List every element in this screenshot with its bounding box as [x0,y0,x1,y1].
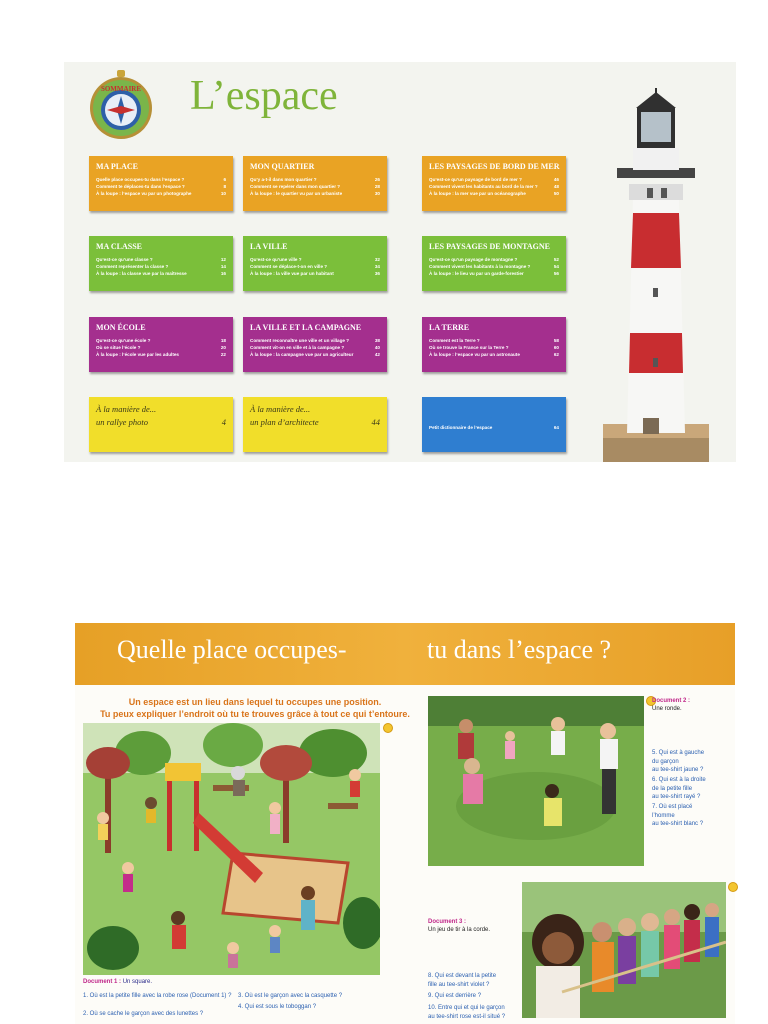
q6-line: de la petite fille [652,785,693,792]
contents-line[interactable] [250,176,380,183]
contents-box[interactable] [89,156,233,211]
contents-line-text: Comment te déplaces-tu dans l’espace ? [96,184,185,189]
contents-line-text: Qu’est-ce qu’un paysage de montagne ? [429,257,518,262]
contents-line[interactable] [96,263,226,270]
contents-line-page: 36 [374,271,380,276]
contents-line[interactable] [96,344,226,351]
contents-line[interactable] [429,270,559,277]
contents-line[interactable] [250,337,380,344]
contents-line[interactable] [96,190,226,197]
contents-line-page: 18 [220,338,226,343]
doc1-title: Un square. [122,979,153,985]
contents-box[interactable] [422,317,566,372]
contents-line-text: À la loupe : la ville vue par un habitant [250,271,334,276]
doc1-marker-icon [383,723,393,733]
contents-line-page: 8 [223,184,226,189]
manner-line: un rallye photo [96,417,148,427]
lesson-intro [90,696,420,720]
contents-box[interactable] [89,317,233,372]
lesson-title-part-2: tu dans l’espace ? [427,635,612,664]
contents-line-text: Quelle place occupes-tu dans l’espace ? [96,177,185,182]
contents-line[interactable] [250,270,380,277]
question-1: 1. Où est la petite fille avec la robe rose (Document 1) ? [83,993,232,999]
contents-line[interactable] [96,351,226,358]
contents-line-text: Comment représenter la classe ? [96,264,169,269]
manner-line: À la manière de... [250,404,311,414]
contents-box[interactable] [243,317,387,372]
q6-line: 6. Qui est à la droite [652,777,706,783]
contents-line-page: 6 [223,177,226,182]
contents-line-page: 56 [553,271,559,276]
doc3-caption [428,918,490,934]
question-8 [428,972,496,989]
manner-line: À la manière de... [96,404,157,414]
contents-line[interactable] [96,270,226,277]
doc3-marker-icon [728,882,738,892]
contents-line-text: Qu’est-ce qu’un paysage de bord de mer ? [429,177,522,182]
contents-box[interactable] [422,236,566,291]
compass-badge-icon [88,70,154,140]
badge-label: SOMMAIRE [100,85,142,93]
contents-line-text: Qu’est-ce qu’une école ? [96,338,151,343]
contents-line-page: 54 [553,264,559,269]
contents-box[interactable] [243,236,387,291]
contents-line-text: À la loupe : l’espace vu par un astronaute [429,352,520,357]
question-2: 2. Où se cache le garçon avec des lunettes ? [83,1011,204,1017]
contents-line[interactable] [429,183,559,190]
doc2-label: Document 2 : [652,698,691,704]
contents-line-page: 40 [374,345,380,350]
question-5 [652,749,704,775]
doc2-caption [652,697,690,713]
contents-line-text: À la loupe : l’espace vu par un photographe [96,191,192,196]
contents-box-title: MA CLASSE [96,242,143,251]
contents-line-text: Comment vivent les habitants au bord de la mer ? [429,184,538,189]
manner-page: 44 [371,417,380,427]
contents-line[interactable] [429,176,559,183]
contents-box[interactable] [422,156,566,211]
contents-line-text: Comment se repérer dans mon quartier ? [250,184,341,189]
contents-line[interactable] [96,176,226,183]
contents-line-page: 10 [220,191,226,196]
manner-box-2[interactable] [243,397,387,452]
contents-line[interactable] [250,344,380,351]
intro-line: Un espace est un lieu dans lequel tu occupes une position. [128,697,382,707]
contents-line[interactable] [429,263,559,270]
contents-box-title: LA VILLE [250,242,288,251]
contents-box-title: MA PLACE [96,162,138,171]
contents-line-page: 12 [220,257,226,262]
contents-box-title: LA TERRE [429,323,470,332]
contents-line-text: Où se trouve la France sur la Terre ? [429,345,509,350]
contents-line-text: À la loupe : l’école vue par les adultes [96,352,179,357]
contents-line-text: Comment vit-on en ville et à la campagne ? [250,345,345,350]
contents-line[interactable] [429,344,559,351]
contents-line[interactable] [250,256,380,263]
contents-line-text: À la loupe : le lieu vu par un garde-forestier [429,271,524,276]
contents-line-text: À la loupe : la mer vue par un océanographe [429,191,526,196]
q10-line: 10. Entre qui et qui le garçon [428,1005,505,1011]
contents-line-page: 42 [374,352,380,357]
contents-box[interactable] [243,156,387,211]
contents-line-text: Qu’est-ce qu’une classe ? [96,257,153,262]
contents-line-text: À la loupe : la classe vue par la maîtresse [96,271,187,276]
q8-line: fille au tee-shirt violet ? [428,981,490,988]
contents-line-text: Qu’est-ce qu’une ville ? [250,257,302,262]
manner-line: un plan d’architecte [250,417,319,427]
question-6 [652,776,706,802]
square-illustration [83,723,380,975]
contents-line-page: 52 [553,257,559,262]
q7-line: au tee-shirt blanc ? [652,821,704,827]
doc1-label: Document 1 : [83,979,122,985]
contents-line-text: Comment est la Terre ? [429,338,480,343]
contents-line-page: 46 [553,177,559,182]
contents-line-page: 30 [374,191,380,196]
contents-line[interactable] [429,337,559,344]
contents-box-title: MON ÉCOLE [96,323,146,332]
contents-line-page: 22 [220,352,226,357]
contents-box-title: LA VILLE ET LA CAMPAGNE [250,323,362,332]
contents-line-page: 50 [553,191,559,196]
question-10 [428,1004,505,1021]
contents-line-text: À la loupe : la campagne vue par un agriculteur [250,352,354,357]
q5-line: 5. Qui est à gauche [652,750,705,756]
contents-line-page: 34 [374,264,380,269]
contents-line[interactable] [250,351,380,358]
lesson-banner [75,623,735,685]
contents-line-text: Où se situe l’école ? [96,345,141,350]
contents-line[interactable] [96,183,226,190]
contents-line-page: 60 [553,345,559,350]
q8-line: 8. Qui est devant la petite [428,973,497,979]
q7-line: 7. Où est placé [652,804,693,810]
lighthouse-image [603,88,709,462]
contents-line[interactable] [250,183,380,190]
intro-line: Tu peux expliquer l’endroit où tu te trouves grâce à tout ce qui t’entoure. [100,709,410,719]
contents-line-text: Comment se déplace-t-on en ville ? [250,264,328,269]
round-dance-photo [428,696,644,866]
contents-line-page: 62 [553,352,559,357]
contents-line-page: 28 [374,184,380,189]
contents-line[interactable] [96,337,226,344]
contents-line[interactable] [429,351,559,358]
contents-line[interactable] [96,256,226,263]
doc3-label: Document 3 : [428,919,467,925]
manner-page: 4 [221,417,226,427]
contents-line-page: 26 [374,177,380,182]
dictionary-page: 64 [553,425,559,430]
contents-box-title: LES PAYSAGES DE BORD DE MER [429,162,560,171]
contents-box-title: MON QUARTIER [250,162,315,171]
contents-line-text: Comment reconnaître une ville et un village ? [250,338,350,343]
contents-box-title: LES PAYSAGES DE MONTAGNE [429,242,550,251]
q7-line: l’homme [652,812,675,819]
contents-line[interactable] [250,263,380,270]
contents-line[interactable] [429,190,559,197]
doc1-caption [83,978,152,986]
dictionary-box[interactable] [422,397,566,452]
question-3: 3. Où est le garçon avec la casquette ? [238,993,343,999]
q5-line: au tee-shirt jaune ? [652,767,704,773]
contents-line-page: 16 [220,271,226,276]
doc2-title: Une ronde. [652,706,682,712]
contents-line[interactable] [429,256,559,263]
doc3-title: Un jeu de tir à la corde. [428,927,491,933]
q10-line: au tee-shirt rose est-il situé ? [428,1013,506,1020]
question-7 [652,803,703,829]
manner-box-1[interactable] [89,397,233,452]
contents-line-page: 14 [220,264,226,269]
contents-line-text: Qu’y a-t-il dans mon quartier ? [250,177,317,182]
q6-line: au tee-shirt rayé ? [652,794,701,800]
question-9: 9. Qui est derrière ? [428,993,482,999]
contents-line-page: 48 [553,184,559,189]
contents-box[interactable] [89,236,233,291]
contents-line-page: 38 [374,338,380,343]
question-4: 4. Qui est sous le toboggan ? [238,1004,317,1010]
contents-line[interactable] [250,190,380,197]
lesson-title-part-1: Quelle place occupes- [117,635,347,664]
dictionary-text: Petit dictionnaire de l’espace [429,425,493,430]
contents-line-text: Comment vivent les habitants à la montagne ? [429,264,531,269]
q5-line: du garçon [652,758,679,765]
tug-of-war-photo [522,882,726,1018]
contents-line-text: À la loupe : le quartier vu par un urbaniste [250,191,343,196]
contents-line-page: 20 [220,345,226,350]
contents-line-page: 32 [374,257,380,262]
page-title: L’espace [190,73,338,119]
contents-line-page: 58 [553,338,559,343]
